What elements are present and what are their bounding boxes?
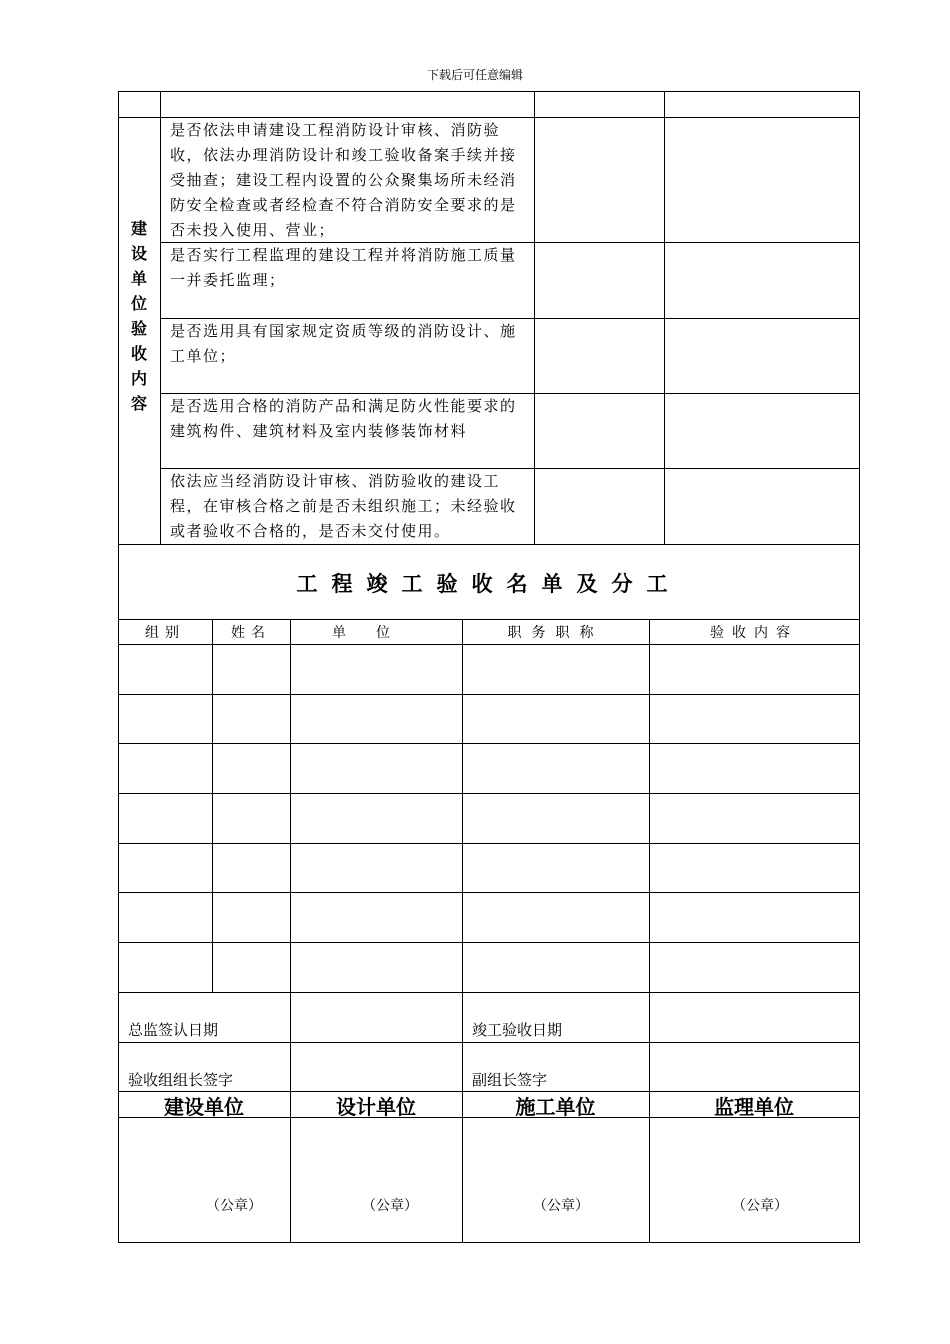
col-header-unit: 单位: [332, 625, 420, 641]
check-item-5: 依法应当经消防设计审核、消防验收的建设工程，在审核合格之前是否未组织施工；未经验收或者验收不合格的，是否未交付使用。: [170, 472, 517, 540]
table-border: [859, 91, 860, 1243]
check-item-2: 是否实行工程监理的建设工程并将消防施工质量一并委托监理；: [170, 246, 517, 289]
table-border: [118, 694, 860, 695]
col-header-group: 组别: [145, 625, 185, 641]
completion-date-label: 竣工验收日期: [472, 1021, 563, 1039]
col-header-name: 姓名: [231, 625, 271, 641]
col-header-content: 验收内容: [710, 625, 798, 641]
table-border: [118, 1042, 860, 1043]
table-border: [664, 91, 665, 544]
section-title: 工程竣工验收名单及分工: [296, 571, 682, 596]
table-border: [118, 843, 860, 844]
table-border: [118, 1242, 860, 1243]
table-border: [118, 544, 119, 1243]
unit-design: 设计单位: [336, 1095, 416, 1119]
seal-construction: （公章）: [206, 1198, 262, 1214]
deputy-sign-label: 副组长签字: [472, 1071, 548, 1089]
table-border: [290, 619, 291, 1243]
table-border: [212, 619, 213, 992]
unit-building: 施工单位: [515, 1095, 596, 1119]
table-border: [649, 619, 650, 1243]
table-border: [534, 91, 535, 544]
table-border: [118, 793, 860, 794]
side-label: 建 设 单 位 验 收 内 容: [130, 219, 147, 413]
table-border: [118, 544, 860, 545]
unit-supervision: 监理单位: [714, 1095, 794, 1119]
table-border: [118, 992, 860, 993]
leader-sign-label: 验收组组长签字: [128, 1071, 234, 1089]
table-border: [118, 743, 860, 744]
check-item-1: 是否依法申请建设工程消防设计审核、消防验收，依法办理消防设计和竣工验收备案手续并接受抽查；建设工程内设置的公众聚集场所未经消防安全检查或者经检查不符合消防安全要求的是否未投入使用、营业；: [170, 121, 517, 239]
chief-sign-date-label: 总监签认日期: [128, 1021, 219, 1039]
seal-building: （公章）: [533, 1198, 589, 1214]
seal-design: （公章）: [362, 1198, 418, 1214]
table-border: [118, 619, 860, 620]
seal-supervision: （公章）: [732, 1198, 788, 1214]
table-border: [534, 318, 860, 319]
check-item-4: 是否选用合格的消防产品和满足防火性能要求的建筑构件、建筑材料及室内装修装饰材料: [170, 397, 517, 440]
table-border: [462, 619, 463, 1243]
table-border: [118, 644, 860, 645]
table-border: [118, 892, 860, 893]
table-border: [118, 942, 860, 943]
table-border: [160, 91, 161, 544]
table-border: [118, 91, 860, 92]
page-header: 下载后可任意编辑: [426, 68, 523, 82]
unit-construction: 建设单位: [164, 1095, 244, 1119]
check-item-3: 是否选用具有国家规定资质等级的消防设计、施工单位；: [170, 322, 517, 365]
col-header-title: 职务职称: [507, 625, 604, 641]
